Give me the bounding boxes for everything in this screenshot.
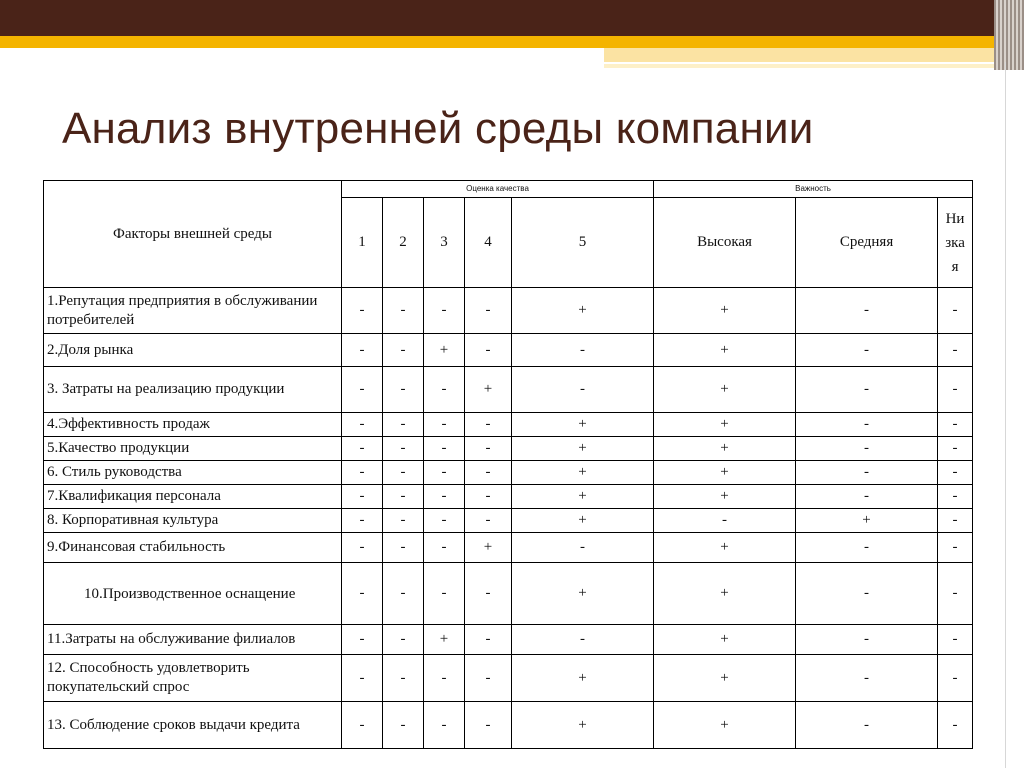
- importance-cell: -: [938, 288, 973, 334]
- quality-cell: +: [512, 288, 654, 334]
- factor-cell: 6. Стиль руководства: [44, 461, 342, 485]
- factor-header: Факторы внешней среды: [44, 181, 342, 288]
- table-row: [44, 461, 973, 485]
- quality-cell: -: [342, 288, 383, 334]
- importance-cell: -: [938, 437, 973, 461]
- quality-cell: -: [383, 461, 424, 485]
- importance-cell: -: [938, 533, 973, 563]
- importance-cell: -: [796, 413, 938, 437]
- importance-cell: -: [938, 655, 973, 702]
- importance-group-header: Важность: [654, 181, 973, 198]
- quality-cell: -: [342, 625, 383, 655]
- importance-cell: +: [654, 702, 796, 749]
- quality-cell: -: [424, 655, 465, 702]
- quality-cell: +: [465, 367, 512, 413]
- quality-cell: +: [512, 509, 654, 533]
- quality-cell: -: [465, 509, 512, 533]
- importance-cell: +: [654, 413, 796, 437]
- table-row: [44, 288, 973, 334]
- quality-cell: +: [512, 461, 654, 485]
- factor-cell: 13. Соблюдение сроков выдачи кредита: [44, 702, 342, 749]
- quality-cell: -: [512, 334, 654, 367]
- importance-column-header: Средняя: [796, 198, 938, 288]
- importance-cell: -: [938, 563, 973, 625]
- quality-cell: -: [383, 509, 424, 533]
- quality-cell: -: [512, 367, 654, 413]
- factor-cell: 9.Финансовая стабильность: [44, 533, 342, 563]
- quality-cell: -: [342, 437, 383, 461]
- quality-cell: -: [465, 334, 512, 367]
- table-row: [44, 367, 973, 413]
- quality-cell: +: [512, 413, 654, 437]
- quality-cell: -: [383, 563, 424, 625]
- quality-cell: -: [465, 461, 512, 485]
- importance-cell: -: [938, 367, 973, 413]
- table-row: [44, 702, 973, 749]
- page-title: Анализ внутренней среды компании: [62, 104, 814, 153]
- quality-cell: -: [383, 533, 424, 563]
- importance-cell: -: [938, 625, 973, 655]
- quality-cell: -: [465, 413, 512, 437]
- factor-cell: 12. Способность удовлетворить покупательский спрос: [44, 655, 342, 702]
- quality-cell: -: [424, 702, 465, 749]
- quality-cell: -: [342, 702, 383, 749]
- importance-cell: +: [654, 533, 796, 563]
- table-row: [44, 655, 973, 702]
- quality-cell: +: [512, 702, 654, 749]
- importance-cell: -: [796, 485, 938, 509]
- factor-cell: 10.Производственное оснащение: [44, 563, 342, 625]
- slide-light-stripe-thin: [604, 64, 1000, 68]
- importance-cell: +: [654, 437, 796, 461]
- quality-cell: -: [383, 367, 424, 413]
- quality-cell: -: [465, 702, 512, 749]
- importance-column-header: [938, 198, 973, 288]
- table-row: [44, 334, 973, 367]
- quality-cell: -: [424, 485, 465, 509]
- quality-cell: -: [342, 334, 383, 367]
- importance-cell: -: [796, 563, 938, 625]
- quality-cell: -: [424, 367, 465, 413]
- factor-cell: 11.Затраты на обслуживание филиалов: [44, 625, 342, 655]
- slide-corner-bars: [994, 0, 1024, 70]
- factor-cell: 7.Квалификация персонала: [44, 485, 342, 509]
- quality-cell: -: [383, 334, 424, 367]
- table-row: [44, 563, 973, 625]
- quality-cell: -: [512, 625, 654, 655]
- quality-cell: -: [465, 655, 512, 702]
- importance-cell: +: [654, 485, 796, 509]
- factor-cell: 1.Репутация предприятия в обслуживании потребителей: [44, 288, 342, 334]
- quality-cell: +: [465, 533, 512, 563]
- importance-cell: -: [796, 334, 938, 367]
- importance-cell: -: [796, 702, 938, 749]
- factors-table-wrap: [43, 180, 973, 749]
- importance-cell: -: [796, 461, 938, 485]
- quality-cell: -: [342, 655, 383, 702]
- importance-cell: -: [796, 437, 938, 461]
- quality-cell: -: [465, 288, 512, 334]
- importance-cell: -: [796, 625, 938, 655]
- table-row: [44, 437, 973, 461]
- slide-gold-stripe: [0, 36, 1000, 48]
- quality-cell: -: [424, 437, 465, 461]
- importance-cell: -: [938, 509, 973, 533]
- quality-cell: -: [512, 533, 654, 563]
- table-row: [44, 413, 973, 437]
- slide-top-band: [0, 0, 1024, 36]
- factor-cell: 3. Затраты на реализацию продукции: [44, 367, 342, 413]
- importance-cell: -: [938, 485, 973, 509]
- quality-cell: +: [512, 655, 654, 702]
- table-row: [44, 533, 973, 563]
- quality-cell: -: [465, 437, 512, 461]
- factors-table: [43, 180, 973, 749]
- quality-cell: -: [465, 485, 512, 509]
- quality-cell: -: [383, 485, 424, 509]
- quality-cell: -: [424, 413, 465, 437]
- quality-cell: -: [424, 461, 465, 485]
- quality-cell: +: [512, 563, 654, 625]
- quality-cell: -: [424, 563, 465, 625]
- importance-cell: -: [938, 702, 973, 749]
- importance-cell: +: [796, 509, 938, 533]
- quality-cell: +: [512, 485, 654, 509]
- quality-cell: -: [383, 413, 424, 437]
- quality-cell: -: [424, 509, 465, 533]
- importance-cell: +: [654, 655, 796, 702]
- slide-right-edge: [1005, 62, 1006, 768]
- quality-column-header: 3: [424, 198, 465, 288]
- quality-cell: -: [383, 702, 424, 749]
- importance-cell: -: [938, 334, 973, 367]
- quality-cell: -: [383, 655, 424, 702]
- importance-cell: -: [938, 461, 973, 485]
- quality-cell: -: [465, 625, 512, 655]
- importance-column-header: Высокая: [654, 198, 796, 288]
- importance-cell: +: [654, 625, 796, 655]
- quality-cell: -: [383, 437, 424, 461]
- quality-cell: -: [342, 413, 383, 437]
- importance-cell: -: [654, 509, 796, 533]
- quality-cell: -: [342, 485, 383, 509]
- factor-cell: 4.Эффективность продаж: [44, 413, 342, 437]
- quality-cell: +: [512, 437, 654, 461]
- quality-cell: +: [424, 625, 465, 655]
- table-row: [44, 625, 973, 655]
- table-row: [44, 509, 973, 533]
- importance-cell: -: [796, 655, 938, 702]
- quality-column-header: 1: [342, 198, 383, 288]
- quality-cell: -: [342, 563, 383, 625]
- factor-cell: 8. Корпоративная культура: [44, 509, 342, 533]
- quality-cell: -: [465, 563, 512, 625]
- importance-cell: +: [654, 461, 796, 485]
- quality-column-header: 2: [383, 198, 424, 288]
- quality-cell: -: [424, 288, 465, 334]
- factor-cell: 2.Доля рынка: [44, 334, 342, 367]
- importance-cell: +: [654, 367, 796, 413]
- importance-cell: -: [938, 413, 973, 437]
- quality-cell: -: [383, 288, 424, 334]
- quality-cell: -: [342, 461, 383, 485]
- importance-cell: +: [654, 288, 796, 334]
- quality-column-header: 4: [465, 198, 512, 288]
- quality-cell: -: [342, 533, 383, 563]
- quality-group-header: Оценка качества: [342, 181, 654, 198]
- importance-cell: -: [796, 367, 938, 413]
- table-row: [44, 485, 973, 509]
- quality-cell: +: [424, 334, 465, 367]
- importance-cell: -: [796, 533, 938, 563]
- quality-cell: -: [383, 625, 424, 655]
- quality-cell: -: [342, 367, 383, 413]
- importance-cell: -: [796, 288, 938, 334]
- slide-light-stripe: [604, 48, 1000, 62]
- quality-cell: -: [342, 509, 383, 533]
- quality-column-header: 5: [512, 198, 654, 288]
- quality-cell: -: [424, 533, 465, 563]
- importance-cell: +: [654, 563, 796, 625]
- factor-cell: 5.Качество продукции: [44, 437, 342, 461]
- importance-cell: +: [654, 334, 796, 367]
- importance-column-header-text: Низкая: [945, 210, 965, 275]
